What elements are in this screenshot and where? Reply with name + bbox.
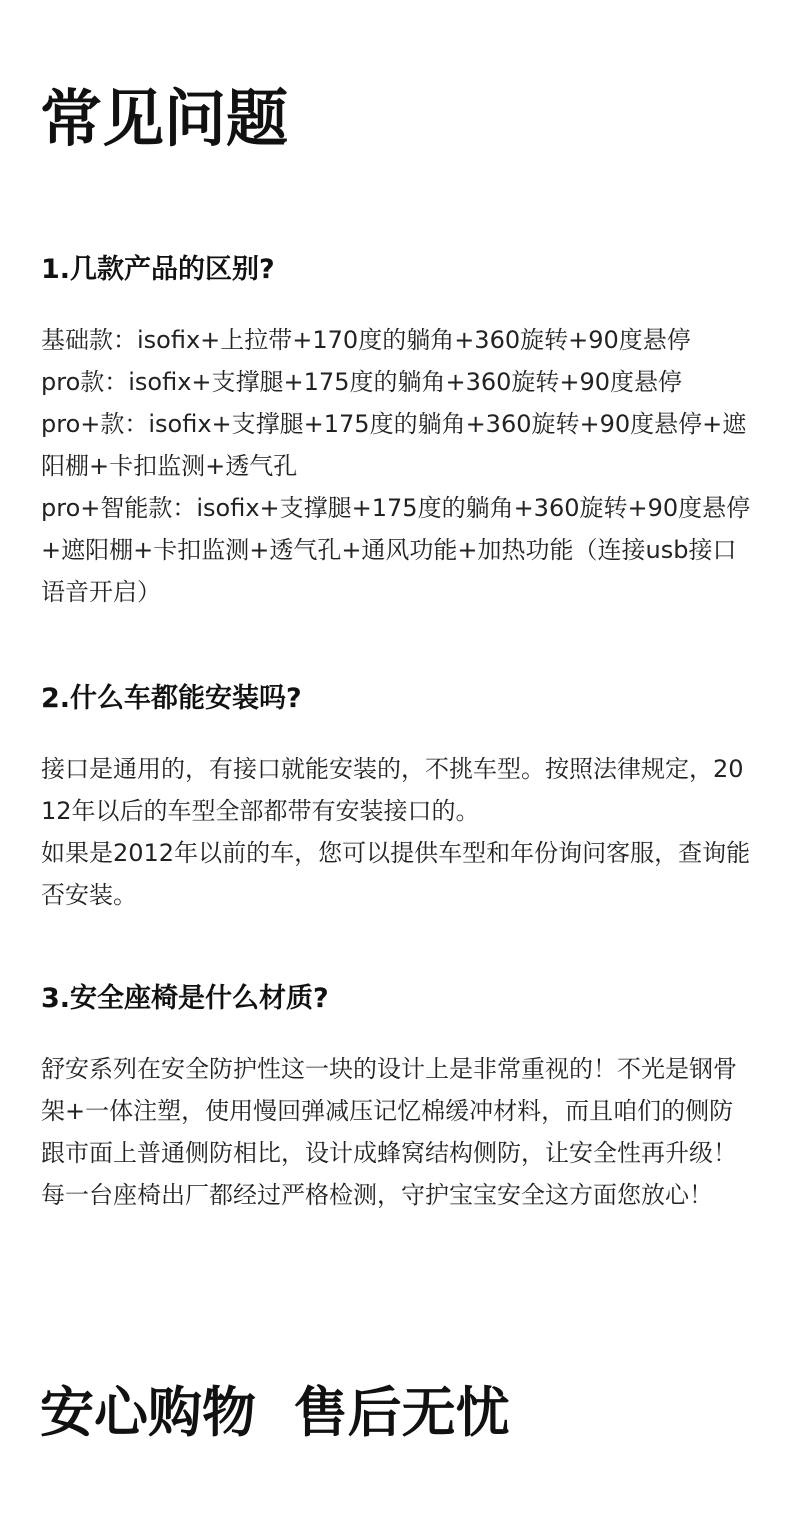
answer-paragraph: 舒安系列在安全防护性这一块的设计上是非常重视的！不光是钢骨架+一体注塑，使用慢回弹减压记忆棉缓冲材料，而且咱们的侧防跟市面上普通侧防相比，设计成蜂窝结构侧防，让安全性再升级！每一台座椅出厂都经过严格检测，守护宝宝安全这方面您放心！ [41, 1055, 737, 1209]
faq-item-product-differences [41, 256, 753, 613]
faq-item-material [41, 985, 753, 1216]
page-title: 常见问题 [40, 82, 289, 155]
answer-line-pro-plus: pro+款：isofix+支撑腿+175度的躺角+360旋转+90度悬停+遮阳棚+卡扣监测+透气孔 [41, 410, 747, 480]
faq-answer [41, 748, 753, 916]
faq-question: 3.安全座椅是什么材质? [41, 983, 329, 1014]
answer-paragraph: 接口是通用的，有接口就能安装的，不挑车型。按照法律规定，2012年以后的车型全部都带有安装接口的。 [41, 755, 744, 825]
faq-answer [41, 1048, 753, 1216]
answer-line-pro: pro款：isofix+支撑腿+175度的躺角+360旋转+90度悬停 [41, 368, 683, 396]
faq-question: 2.什么车都能安装吗? [41, 683, 302, 714]
footer-title: 安心购物 售后无忧 [40, 1381, 510, 1444]
answer-line-basic: 基础款：isofix+上拉带+170度的躺角+360旋转+90度悬停 [41, 326, 691, 354]
answer-paragraph: 如果是2012年以前的车，您可以提供车型和年份询问客服，查询能否安装。 [41, 839, 751, 909]
faq-item-car-compatibility [41, 685, 753, 916]
answer-line-pro-plus-smart: pro+智能款：isofix+支撑腿+175度的躺角+360旋转+90度悬停+遮阳棚+卡扣监测+透气孔+通风功能+加热功能（连接usb接口语音开启） [41, 494, 751, 606]
faq-question: 1.几款产品的区别? [41, 254, 275, 285]
faq-answer [41, 319, 753, 613]
